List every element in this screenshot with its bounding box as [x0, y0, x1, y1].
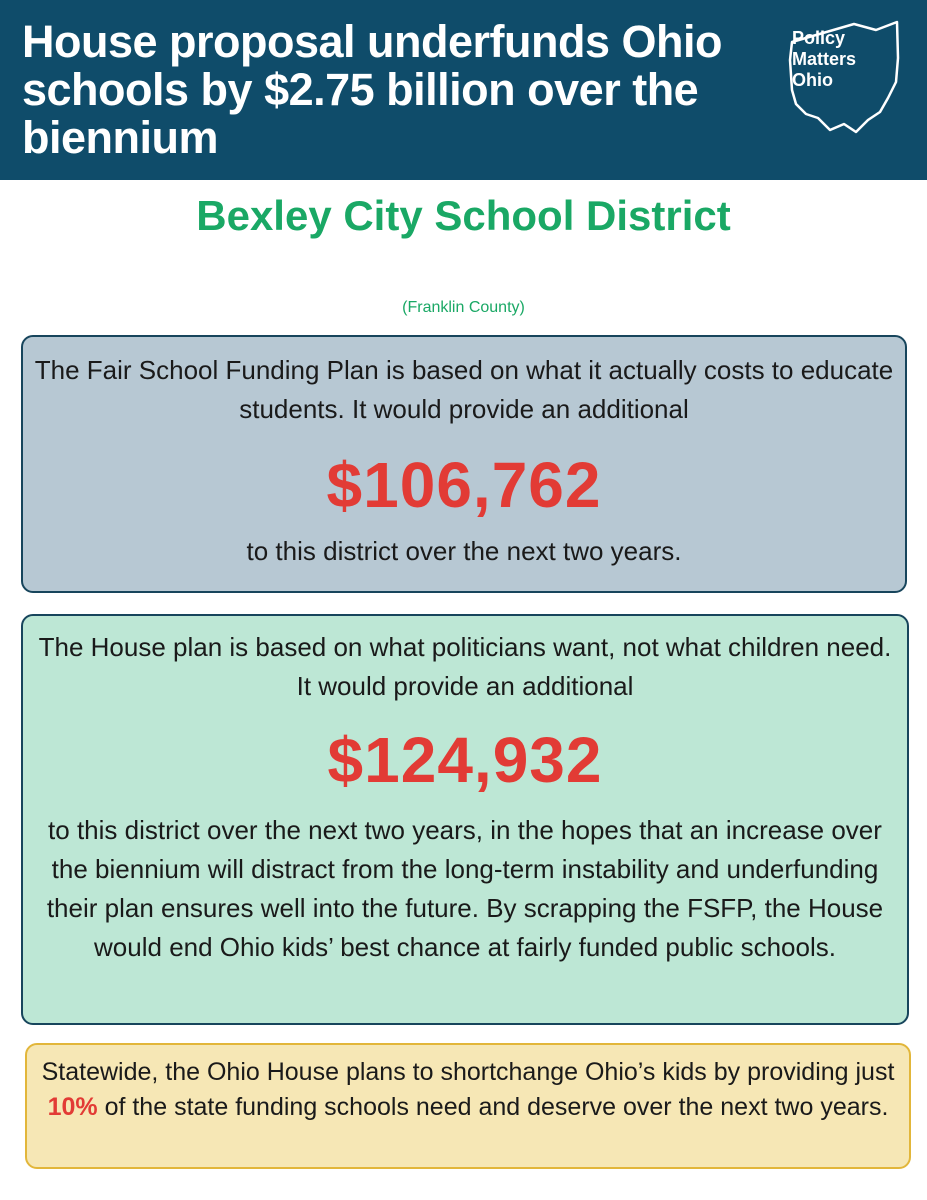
district-county: (Franklin County): [402, 299, 525, 316]
statewide-text-after: of the state funding schools need and deserve over the next two years.: [97, 1093, 889, 1121]
header-banner: [0, 0, 927, 180]
house-amount: $124,932: [327, 724, 603, 796]
house-intro-text: The House plan is based on what politicians want, not what children need. It would provide an additional: [38, 632, 892, 701]
logo-wordmark: [792, 28, 856, 91]
statewide-box: [25, 1043, 911, 1169]
statewide-text: [33, 1055, 903, 1125]
district-name: Bexley City School District: [196, 192, 731, 239]
policy-matters-ohio-logo: [784, 20, 906, 138]
fsfp-funding-box: [21, 335, 907, 593]
statewide-percent: 10%: [47, 1093, 98, 1121]
house-plan-box: [21, 614, 909, 1025]
logo-line-3: Ohio: [792, 70, 833, 90]
house-outro-text: to this district over the next two years, in the hopes that an increase over the biennium will distract from the long-term instability and underfunding their plan ensures well into the future. By scrapping the FSFP, the House would end Ohio kids’ best chance at fairly funded public schools.: [46, 815, 884, 962]
statewide-text-before: Statewide, the Ohio House plans to shortchange Ohio’s kids by providing just: [41, 1058, 895, 1086]
fsfp-intro-text: The Fair School Funding Plan is based on what it actually costs to educate students. It would provide an additional: [34, 355, 894, 424]
headline: House proposal underfunds Ohio schools by $2.75 billion over the biennium: [22, 16, 723, 163]
logo-line-2: Matters: [792, 49, 857, 69]
logo-line-1: Policy: [792, 28, 846, 48]
fsfp-amount: $106,762: [326, 449, 602, 521]
fsfp-outro-text: to this district over the next two years.: [246, 536, 682, 566]
